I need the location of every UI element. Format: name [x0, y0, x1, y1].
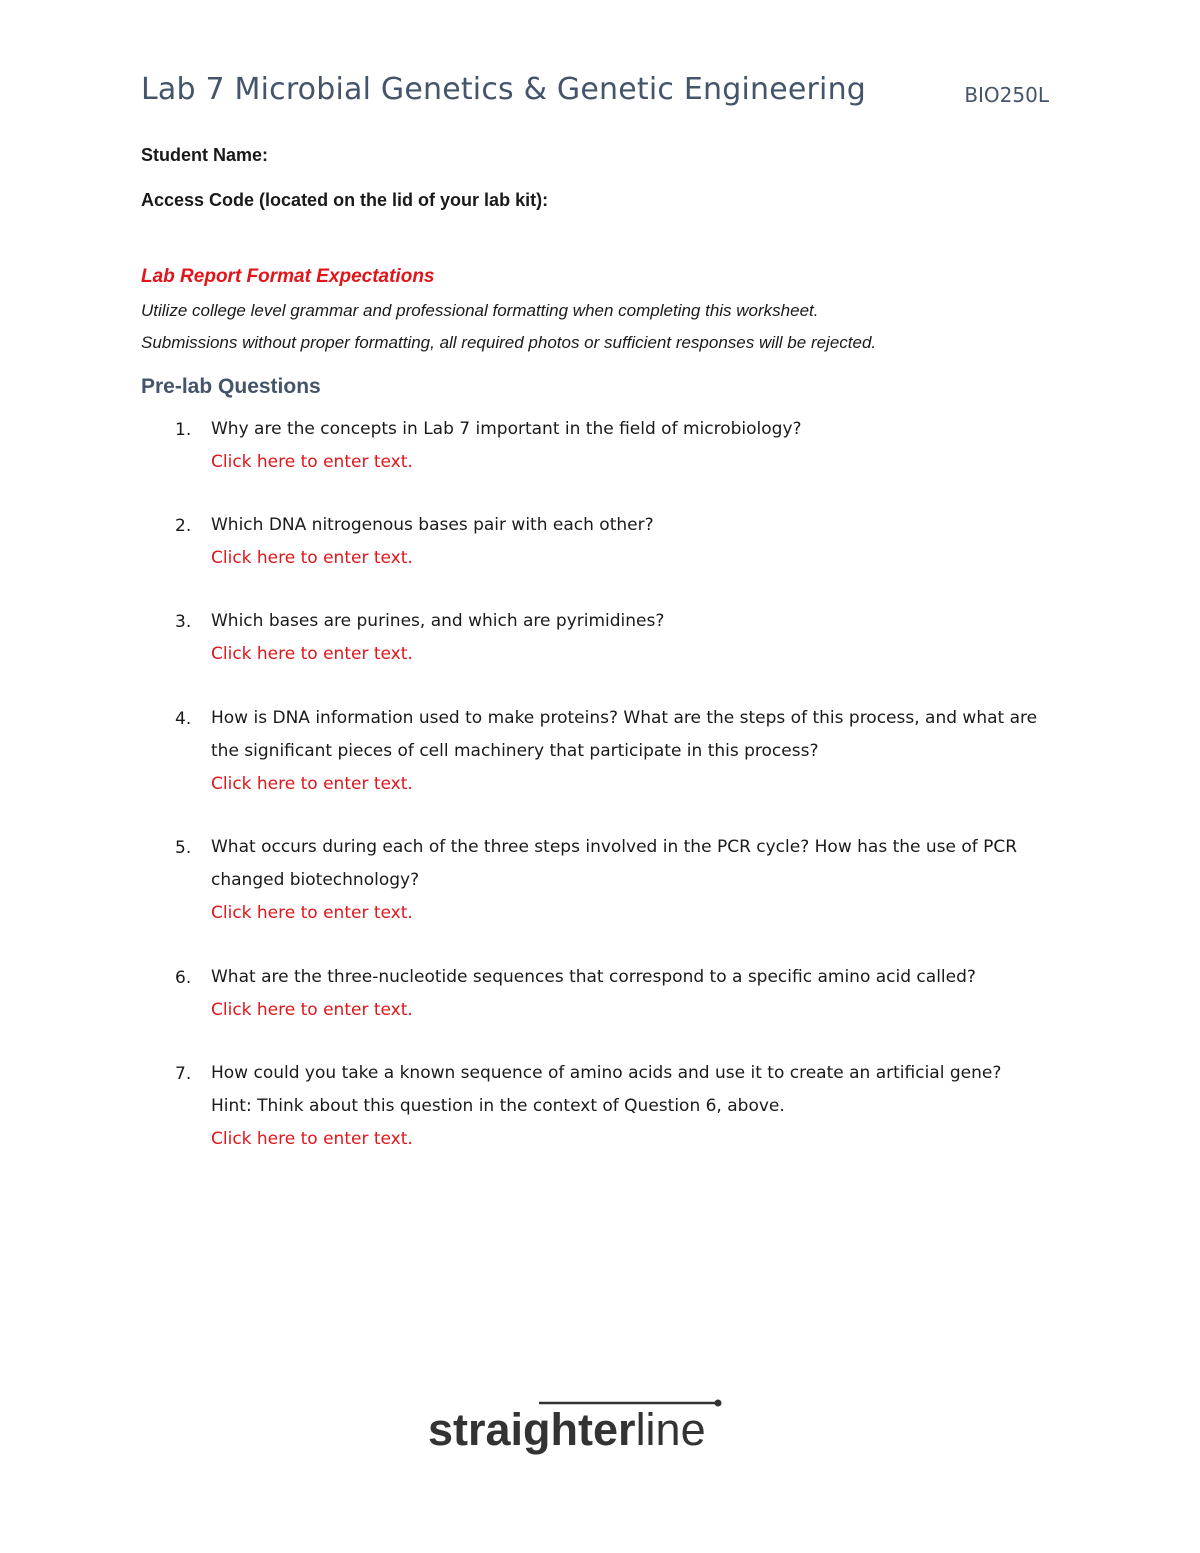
answer-field-4[interactable]: Click here to enter text. — [211, 774, 413, 794]
student-name-label: Student Name: — [141, 145, 269, 165]
question-text: Why are the concepts in Lab 7 important in the field of microbiology? — [211, 419, 802, 439]
format-expectations-line-2: Submissions without proper formatting, all required photos or sufficient responses will be rejected. — [141, 333, 877, 352]
answer-field-1[interactable]: Click here to enter text. — [211, 452, 413, 472]
page-title: Lab 7 Microbial Genetics & Genetic Engineering — [141, 72, 867, 107]
question-number: 6. — [175, 968, 192, 988]
header — [141, 72, 1051, 116]
format-expectations-heading: Lab Report Format Expectations — [141, 266, 435, 287]
answer-field-7[interactable]: Click here to enter text. — [211, 1129, 413, 1149]
access-code-label: Access Code (located on the lid of your lab kit): — [141, 190, 549, 210]
answer-field-3[interactable]: Click here to enter text. — [211, 644, 413, 664]
question-number: 2. — [175, 516, 192, 536]
question-text: Which DNA nitrogenous bases pair with each other? — [211, 515, 654, 535]
question-number: 5. — [175, 838, 192, 858]
question-text: What occurs during each of the three steps involved in the PCR cycle? How has the use of PCR changed biotechnology? — [211, 837, 1018, 890]
answer-field-2[interactable]: Click here to enter text. — [211, 548, 413, 568]
question-number: 7. — [175, 1064, 192, 1084]
question-number: 1. — [175, 420, 192, 440]
straighterline-logo — [428, 1397, 760, 1461]
logo-wordmark: straighterline — [428, 1404, 706, 1455]
question-text: What are the three-nucleotide sequences that correspond to a specific amino acid called? — [211, 967, 976, 987]
course-code: BIO250L — [964, 83, 1049, 107]
question-number: 4. — [175, 709, 192, 729]
question-text: How could you take a known sequence of amino acids and use it to create an artificial gene? Hint: Think about this question in the context of Question 6, above. — [211, 1063, 1002, 1116]
question-text: How is DNA information used to make proteins? What are the steps of this process, and what are the significant pieces of cell machinery that participate in this process? — [211, 708, 1038, 761]
answer-field-6[interactable]: Click here to enter text. — [211, 1000, 413, 1020]
prelab-heading: Pre-lab Questions — [141, 375, 321, 398]
question-number: 3. — [175, 612, 192, 632]
answer-field-5[interactable]: Click here to enter text. — [211, 903, 413, 923]
format-expectations-line-1: Utilize college level grammar and professional formatting when completing this worksheet. — [141, 301, 819, 320]
question-text: Which bases are purines, and which are pyrimidines? — [211, 611, 665, 631]
logo-dot — [715, 1400, 722, 1407]
